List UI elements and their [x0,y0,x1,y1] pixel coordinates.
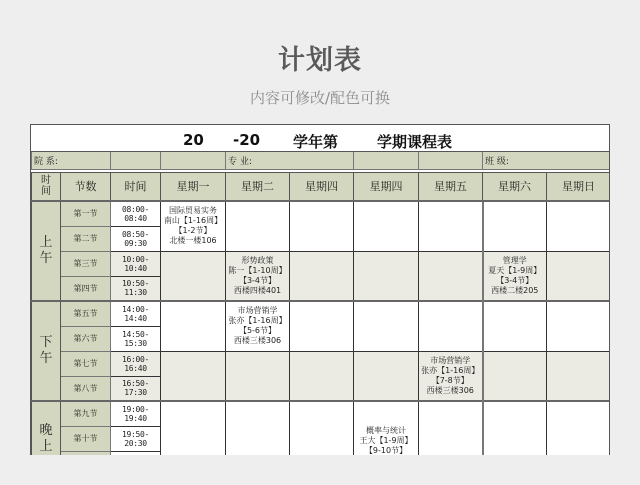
header-period: 时间 [32,172,61,201]
header-row [32,172,611,201]
header-wed: 星期四 [290,172,354,201]
empty-cell[interactable] [547,251,611,301]
empty-cell[interactable] [354,201,419,251]
department-value[interactable] [111,151,161,169]
empty-cell[interactable] [354,251,419,301]
lesson-time: 08:50-09:30 [111,226,161,251]
empty-cell[interactable] [547,301,611,351]
table-row [32,251,611,276]
header-fri: 星期五 [419,172,483,201]
course-cell[interactable]: 市场营销学 张亦【1-16周】 【7-8节】 西楼三楼306 [419,351,483,401]
lesson-label: 第二节 [61,226,111,251]
table-row [32,201,611,226]
header-tue: 星期二 [226,172,290,201]
sheet-title[interactable] [32,125,611,151]
lesson-time: 08:00-08:40 [111,201,161,226]
page-fold [0,455,640,485]
lesson-time: 14:50-15:30 [111,326,161,351]
lesson-label: 第五节 [61,301,111,326]
empty-cell[interactable] [354,351,419,401]
header-sun: 星期日 [547,172,611,201]
lesson-label: 第九节 [61,401,111,426]
empty-cell[interactable] [419,201,483,251]
empty-cell[interactable] [419,251,483,301]
empty-cell[interactable] [161,351,226,401]
lesson-time: 16:00-16:40 [111,351,161,376]
schedule-table [31,125,610,477]
header-mon: 星期一 [161,172,226,201]
major-value[interactable] [354,151,419,169]
empty-cell[interactable] [483,351,547,401]
class-field[interactable]: 班 级: [483,151,611,169]
empty-cell[interactable] [354,301,419,351]
course-cell[interactable]: 形势政策 陈一【1-10周】 【3-4节】 西楼四楼401 [226,251,290,301]
empty-cell[interactable] [290,201,354,251]
department-value-2[interactable] [161,151,226,169]
lesson-time: 19:50-20:30 [111,426,161,451]
title-semester-schedule: 学期课程表 [377,133,453,151]
lesson-time: 10:50-11:30 [111,276,161,301]
lesson-label: 第六节 [61,326,111,351]
lesson-label: 第十节 [61,426,111,451]
major-field[interactable]: 专 业: [226,151,354,169]
lesson-time: 10:00-10:40 [111,251,161,276]
header-lesson: 节数 [61,172,111,201]
period-afternoon: 下午 [32,301,61,401]
department-field[interactable]: 院 系: [32,151,111,169]
major-value-2[interactable] [419,151,483,169]
empty-cell[interactable] [226,351,290,401]
lesson-time: 14:00-14:40 [111,301,161,326]
course-cell[interactable]: 概率与统计 王大【1-9周】 【9-10节】 [354,401,419,476]
empty-cell[interactable] [290,351,354,401]
empty-cell[interactable] [547,351,611,401]
period-evening: 晚上 [32,401,61,476]
empty-cell[interactable] [483,201,547,251]
lesson-label: 第八节 [61,376,111,401]
lesson-label: 第四节 [61,276,111,301]
course-cell[interactable]: 市场营销学 张亦【1-16周】 【5-6节】 西楼三楼306 [226,301,290,351]
header-thu: 星期四 [354,172,419,201]
table-row [32,401,611,426]
empty-cell[interactable] [547,201,611,251]
header-time: 时间 [111,172,161,201]
page-title: 计划表 [278,45,362,76]
lesson-label: 第三节 [61,251,111,276]
period-morning: 上午 [32,201,61,301]
lesson-time: 16:50-17:30 [111,376,161,401]
empty-cell[interactable] [161,251,226,301]
lesson-time: 19:00-19:40 [111,401,161,426]
course-schedule-sheet [30,124,610,485]
title-year-start: 20 [183,131,204,149]
course-cell[interactable]: 管理学 夏天【1-9周】 【3-4节】 西楼二楼205 [483,251,547,301]
empty-cell[interactable] [290,251,354,301]
header-sat: 星期六 [483,172,547,201]
course-cell[interactable]: 国际贸易实务 南山【1-16周】 【1-2节】 北楼一楼106 [161,201,226,251]
empty-cell[interactable] [290,301,354,351]
empty-cell[interactable] [226,201,290,251]
lesson-label: 第七节 [61,351,111,376]
empty-cell[interactable] [483,301,547,351]
table-row [32,351,611,376]
empty-cell[interactable] [161,301,226,351]
table-row [32,301,611,326]
title-academic-year: 学年第 [293,133,339,151]
page-subtitle: 内容可修改/配色可换 [249,89,391,107]
empty-cell[interactable] [419,301,483,351]
lesson-label: 第一节 [61,201,111,226]
title-year-end: -20 [233,131,261,149]
